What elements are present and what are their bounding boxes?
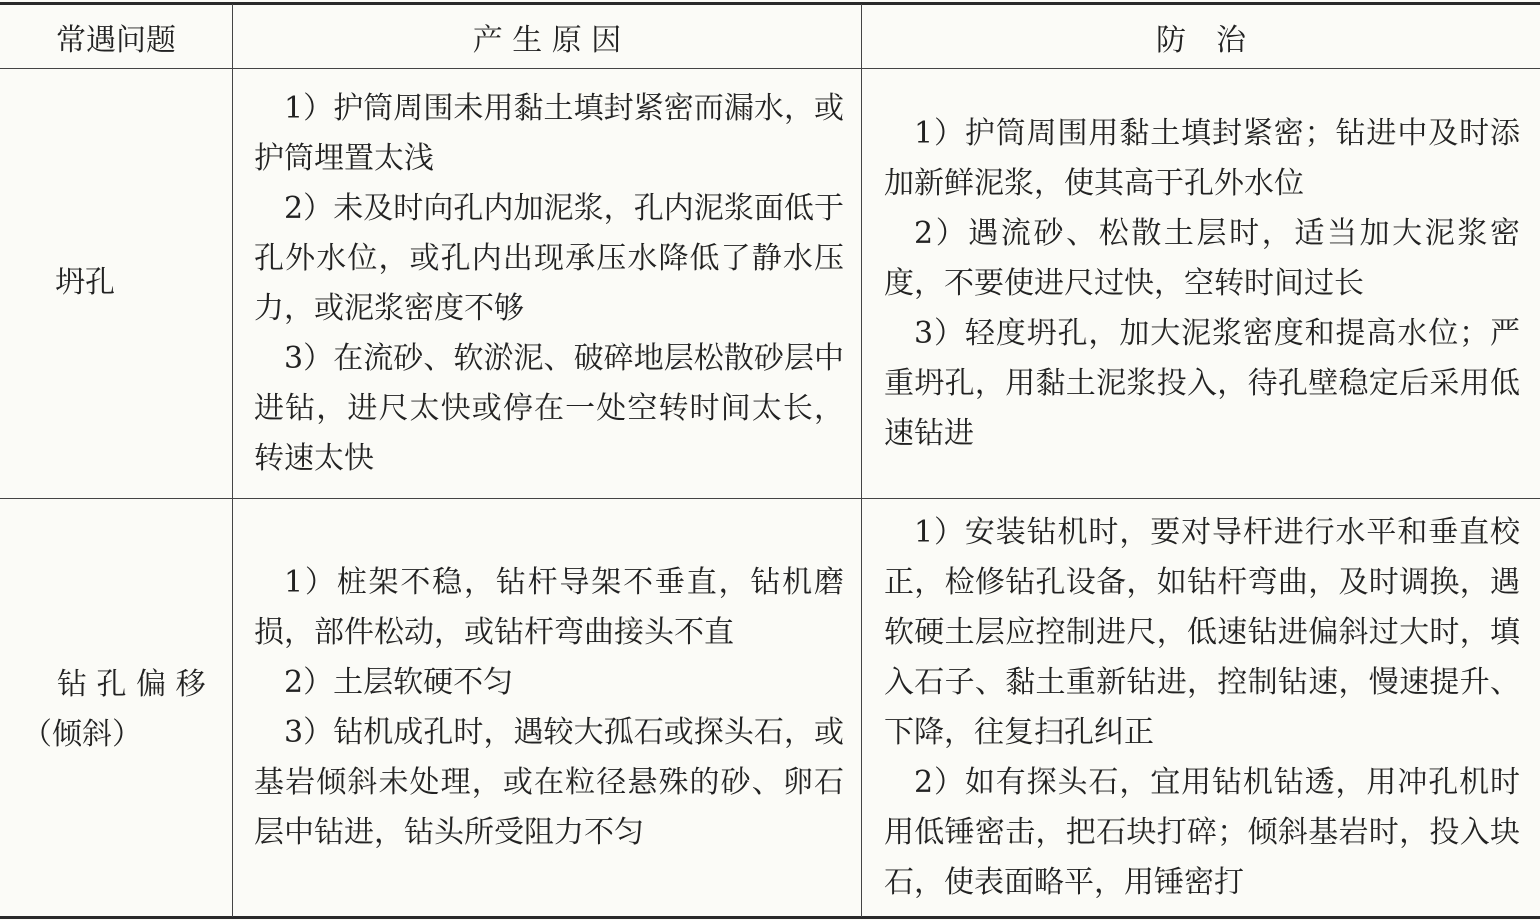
row-separator xyxy=(0,498,1540,499)
row1-prevention-2: 2）遇流砂、松散土层时，适当加大泥浆密度，不要使进尺过快，空转时间过长 xyxy=(884,216,1520,301)
column-divider-1 xyxy=(232,4,233,917)
header-cause-text: 产 生 原 因 xyxy=(472,22,622,58)
header-problem-text: 常遇问题 xyxy=(56,22,176,58)
row1-prevention-3: 3）轻度坍孔，加大泥浆密度和提高水位；严重坍孔，用黏土泥浆投入，待孔壁稳定后采用低速钻进 xyxy=(884,316,1520,451)
header-cause xyxy=(233,5,861,68)
row1-prevention xyxy=(884,70,1520,498)
row2-cause-3: 3）钻机成孔时，遇较大孤石或探头石，或基岩倾斜未处理，或在粒径悬殊的砂、卵石层中钻进，钻头所受阻力不匀 xyxy=(254,715,844,850)
column-divider-2 xyxy=(861,4,862,917)
row1-problem-text: 坍孔 xyxy=(55,265,115,300)
row1-cause-3: 3）在流砂、软淤泥、破碎地层松散砂层中进钻，进尺太快或停在一处空转时间太长，转速太快 xyxy=(254,341,844,476)
header-separator xyxy=(0,68,1540,69)
row1-causes xyxy=(254,70,844,498)
row2-problem-line2: （倾斜） xyxy=(22,717,142,752)
header-problem xyxy=(0,5,232,68)
row1-cause-1: 1）护筒周围未用黏土填封紧密而漏水，或护筒埋置太浅 xyxy=(254,91,844,176)
header-prevention xyxy=(862,5,1540,68)
row2-problem xyxy=(22,660,227,760)
row2-prevention-1: 1）安装钻机时，要对导杆进行水平和垂直校正，检修钻孔设备，如钻杆弯曲，及时调换，遇软硬土层应控制进尺，低速钻进偏斜过大时，填入石子、黏土重新钻进，控制钻速，慢速提升、下降，往复扫孔纠正 xyxy=(884,515,1520,750)
row1-prevention-1: 1）护筒周围用黏土填封紧密；钻进中及时添加新鲜泥浆，使其高于孔外水位 xyxy=(884,116,1520,201)
row2-causes xyxy=(254,500,844,916)
row2-prevention xyxy=(884,500,1520,916)
table-bottom-rule xyxy=(0,916,1540,919)
row1-problem xyxy=(55,258,225,308)
row1-cause-2: 2）未及时向孔内加泥浆，孔内泥浆面低于孔外水位，或孔内出现承压水降低了静水压力，或泥浆密度不够 xyxy=(254,191,844,326)
row2-cause-2: 2）土层软硬不匀 xyxy=(284,665,514,700)
row2-problem-line1: 钻 孔 偏 移 xyxy=(57,667,206,702)
header-prevention-text: 防 治 xyxy=(1156,22,1246,58)
row2-prevention-2: 2）如有探头石，宜用钻机钻透，用冲孔机时用低锤密击，把石块打碎；倾斜基岩时，投入块石，使表面略平，用锤密打 xyxy=(884,765,1520,900)
row2-cause-1: 1）桩架不稳，钻杆导架不垂直，钻机磨损，部件松动，或钻杆弯曲接头不直 xyxy=(254,565,844,650)
